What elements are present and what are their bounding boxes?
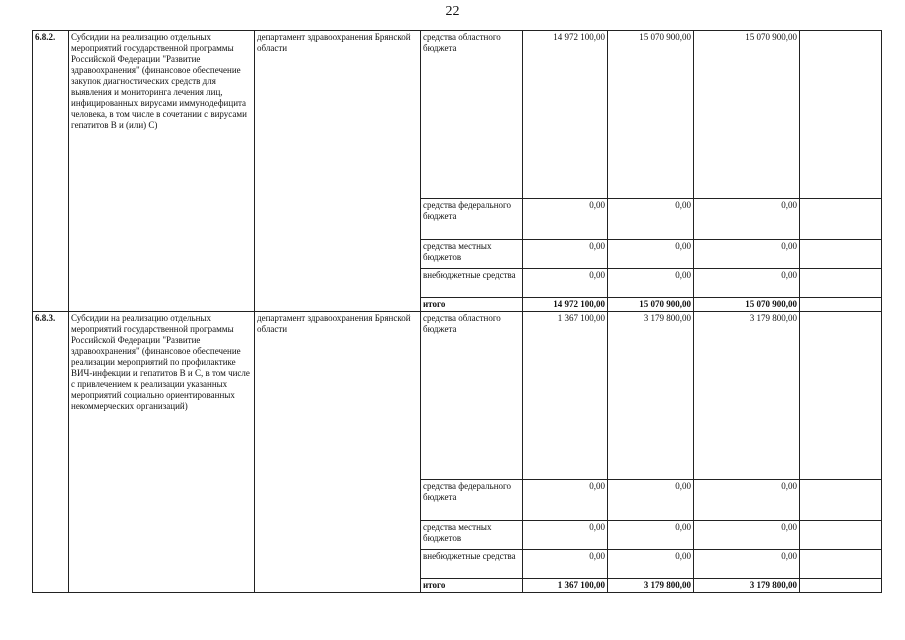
measure-name: Субсидии на реализацию отдельных мероприятий государственной программы Российской Федерации "Развитие здравоохранения" (финансовое обеспечение реализации мероприятий по профилактике ВИЧ-инфекции и гепатитов В и С, в том числе с привлечением к реализации указанных мероприятий социально ориентированных некоммерческих организаций) <box>69 312 255 593</box>
table-row <box>33 312 882 480</box>
value-cell: 0,00 <box>608 269 694 298</box>
total-value: 15 070 900,00 <box>694 298 800 312</box>
total-value: 3 179 800,00 <box>694 579 800 593</box>
source-label: средства местных бюджетов <box>421 521 523 550</box>
page-number: 22 <box>445 4 460 19</box>
empty-cell <box>800 579 882 593</box>
value-cell: 0,00 <box>523 240 608 269</box>
source-label: средства областного бюджета <box>421 312 523 480</box>
budget-table <box>32 30 882 593</box>
value-cell: 0,00 <box>694 480 800 521</box>
total-label: итого <box>421 298 523 312</box>
value-cell: 0,00 <box>694 269 800 298</box>
source-label: средства федерального бюджета <box>421 199 523 240</box>
empty-cell <box>800 480 882 521</box>
total-value: 15 070 900,00 <box>608 298 694 312</box>
value-cell: 1 367 100,00 <box>523 312 608 480</box>
total-label: итого <box>421 579 523 593</box>
value-cell: 14 972 100,00 <box>523 31 608 199</box>
source-label: внебюджетные средства <box>421 550 523 579</box>
value-cell: 0,00 <box>523 480 608 521</box>
row-number: 6.8.3. <box>33 312 69 593</box>
empty-cell <box>800 31 882 199</box>
value-cell: 0,00 <box>608 521 694 550</box>
value-cell: 0,00 <box>608 480 694 521</box>
value-cell: 0,00 <box>694 199 800 240</box>
empty-cell <box>800 298 882 312</box>
total-value: 3 179 800,00 <box>608 579 694 593</box>
empty-cell <box>800 312 882 480</box>
source-label: средства федерального бюджета <box>421 480 523 521</box>
value-cell: 0,00 <box>523 521 608 550</box>
empty-cell <box>800 269 882 298</box>
value-cell: 0,00 <box>523 269 608 298</box>
value-cell: 15 070 900,00 <box>608 31 694 199</box>
source-label: внебюджетные средства <box>421 269 523 298</box>
executor: департамент здравоохранения Брянской области <box>255 31 421 312</box>
value-cell: 0,00 <box>694 240 800 269</box>
empty-cell <box>800 521 882 550</box>
value-cell: 3 179 800,00 <box>694 312 800 480</box>
empty-cell <box>800 550 882 579</box>
source-label: средства областного бюджета <box>421 31 523 199</box>
measure-name: Субсидии на реализацию отдельных мероприятий государственной программы Российской Федерации "Развитие здравоохранения" (финансовое обеспечение закупок диагностических средств для выявления и мониторинга лечения лиц, инфицированных вирусами иммунодефицита человека, в том числе в сочетании с вирусами гепатитов В и (или) С) <box>69 31 255 312</box>
value-cell: 3 179 800,00 <box>608 312 694 480</box>
total-value: 1 367 100,00 <box>523 579 608 593</box>
value-cell: 0,00 <box>608 550 694 579</box>
value-cell: 0,00 <box>523 550 608 579</box>
table-row <box>33 31 882 199</box>
value-cell: 15 070 900,00 <box>694 31 800 199</box>
row-number: 6.8.2. <box>33 31 69 312</box>
executor: департамент здравоохранения Брянской области <box>255 312 421 593</box>
empty-cell <box>800 240 882 269</box>
source-label: средства местных бюджетов <box>421 240 523 269</box>
value-cell: 0,00 <box>608 199 694 240</box>
value-cell: 0,00 <box>523 199 608 240</box>
value-cell: 0,00 <box>608 240 694 269</box>
value-cell: 0,00 <box>694 521 800 550</box>
empty-cell <box>800 199 882 240</box>
value-cell: 0,00 <box>694 550 800 579</box>
total-value: 14 972 100,00 <box>523 298 608 312</box>
